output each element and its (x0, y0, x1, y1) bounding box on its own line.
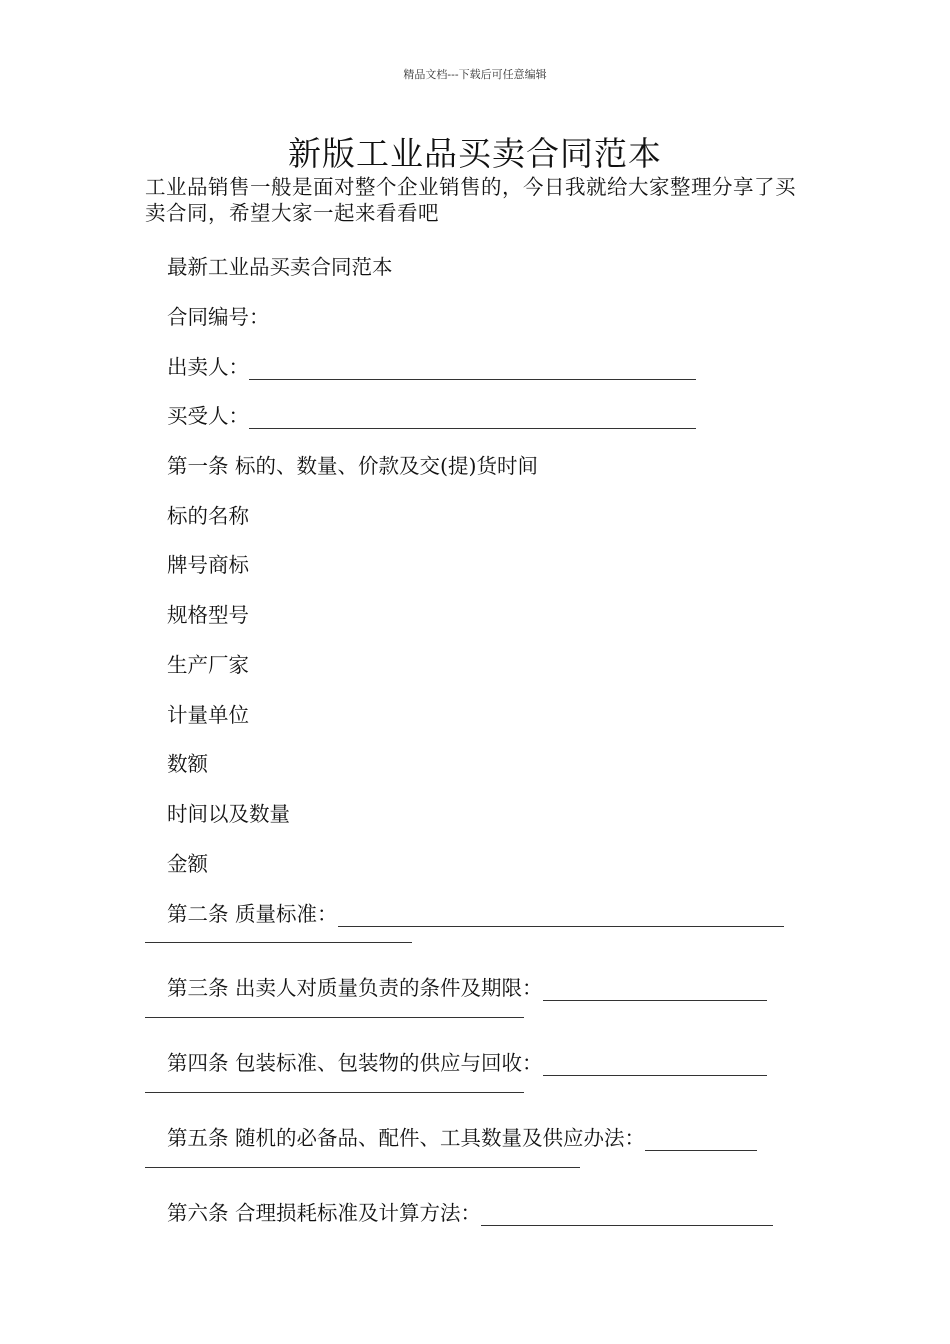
article-4-blank (543, 1057, 767, 1076)
seller-blank (249, 361, 696, 380)
seller-row (167, 350, 696, 380)
amount-qty-label: 数额 (167, 752, 208, 776)
article-5-blank-cont (145, 1167, 580, 1168)
article-5-row (167, 1121, 757, 1151)
buyer-label: 买受人： (167, 404, 249, 428)
article-5: 第五条 随机的必备品、配件、工具数量及供应办法： (167, 1126, 646, 1150)
article-2-row (167, 897, 784, 927)
article-6-row (167, 1196, 773, 1226)
subtitle: 最新工业品买卖合同范本 (167, 255, 393, 279)
buyer-row (167, 399, 696, 429)
article-4-blank-cont (145, 1092, 524, 1093)
article-6: 第六条 合理损耗标准及计算方法： (167, 1201, 482, 1225)
spec-label: 规格型号 (167, 603, 249, 627)
unit-label: 计量单位 (167, 703, 249, 727)
article-2-blank-cont (145, 942, 412, 943)
article-3-blank (543, 982, 767, 1001)
article-6-blank (481, 1207, 773, 1226)
article-3-row (167, 971, 767, 1001)
item-name-label: 标的名称 (167, 504, 249, 528)
article-3: 第三条 出卖人对质量负责的条件及期限： (167, 976, 543, 1000)
article-1: 第一条 标的、数量、价款及交(提)货时间 (167, 454, 539, 478)
document-title: 新版工业品买卖合同范本 (288, 134, 662, 173)
page-header: 精品文档---下载后可任意编辑 (403, 68, 547, 81)
seller-label: 出卖人： (167, 355, 249, 379)
buyer-blank (249, 410, 696, 429)
contract-number-label: 合同编号： (167, 305, 270, 329)
brand-label: 牌号商标 (167, 553, 249, 577)
intro-paragraph: 工业品销售一般是面对整个企业销售的，今日我就给大家整理分享了买卖合同，希望大家一起来看看吧 (145, 175, 796, 225)
article-4-row (167, 1046, 767, 1076)
article-2: 第二条 质量标准： (167, 902, 338, 926)
amount-label: 金额 (167, 852, 208, 876)
article-4: 第四条 包装标准、包装物的供应与回收： (167, 1051, 543, 1075)
article-2-blank (338, 908, 784, 927)
article-3-blank-cont (145, 1017, 524, 1018)
article-5-blank (645, 1132, 757, 1151)
maker-label: 生产厂家 (167, 653, 249, 677)
time-qty-label: 时间以及数量 (167, 802, 290, 826)
